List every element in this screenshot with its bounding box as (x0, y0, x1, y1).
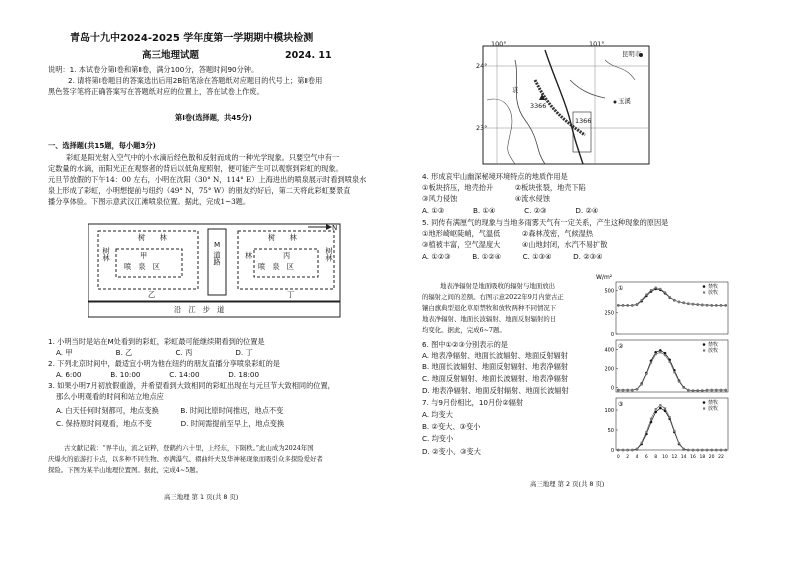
data-point-放牧 (641, 383, 643, 385)
data-point-放牧 (617, 304, 619, 306)
left-area-name: 喷 泉 区 (124, 262, 160, 271)
chart-ylabel: W/m² (596, 274, 613, 281)
left-park-side: 树林 (102, 247, 111, 262)
question-line: 2. 下列北京时间中，最适宜小明为他在纽约的朋友直播分享喷泉彩虹的是 (48, 359, 280, 368)
question-line: 5. 同传有满厘气的现象与当地多雨雾天气有一定关系，产生这种现象的原因是 (422, 218, 669, 227)
legend-label: 禁牧 (708, 284, 719, 290)
data-point-放牧 (706, 449, 708, 451)
legend-marker (703, 401, 706, 404)
exam-date: 2024. 11 (285, 50, 332, 61)
map-city: 昆明市 (622, 50, 642, 58)
answer-options: A. 甲 B. 乙 C. 丙 D. 丁 (56, 348, 253, 357)
data-point-放牧 (669, 296, 671, 298)
y-tick-label: 0 (610, 385, 614, 392)
data-point-放牧 (664, 407, 666, 409)
question-line: 7. 与9月份相比，10月份②辐射 (422, 398, 524, 407)
data-point-放牧 (697, 449, 699, 451)
panel-label: ① (618, 285, 624, 292)
passage-line: 彩虹是阳光射入空气中的小水滴后经色散和反射而成的一种光学现象。只要空气中有一 (66, 153, 340, 162)
data-point-放牧 (627, 389, 629, 391)
north-label: N (332, 224, 338, 232)
data-point-放牧 (659, 404, 661, 406)
data-point-放牧 (669, 361, 671, 363)
data-point-放牧 (725, 449, 727, 451)
legend-label: 放牧 (708, 290, 719, 296)
data-point-放牧 (673, 299, 675, 301)
data-point-放牧 (706, 389, 708, 391)
section-title: 一、选择题(共15题，每小题3分) (48, 141, 156, 150)
data-point-放牧 (701, 389, 703, 391)
radiation-chart (594, 270, 734, 470)
map-peak: 3366 (530, 102, 547, 110)
answer-options: D. 地表净辐射、地面反射辐射、地面长波辐射 (422, 386, 569, 395)
y-tick-label: 250 (604, 310, 614, 317)
passage-line: 的辐射之间的差额。右图示意2022年9月内蒙古正 (422, 293, 564, 301)
right-park-top: 树 林 (268, 233, 297, 242)
y-tick-label: 0 (610, 448, 614, 454)
answer-options: C. 地面反射辐射、地面长波辐射、地表净辐射 (422, 374, 569, 383)
y-tick-label: 500 (604, 288, 614, 295)
page-footer: 高三地理 第 2 页(共 8 页) (530, 480, 605, 488)
note-line: 黑色签字笔将正确答案写在答题纸对应的位置上，答在试卷上作废。 (48, 87, 264, 96)
data-point-放牧 (645, 373, 647, 375)
data-point-放牧 (687, 303, 689, 305)
data-point-放牧 (617, 389, 619, 391)
subject-title: 高三地理试题 (142, 50, 200, 61)
x-tick-label: 18 (699, 455, 706, 460)
data-point-放牧 (636, 303, 638, 305)
passage-line: 元旦节放假的下午14：00 左右，小明在沈阳（30° N，114° E）上海进出的喷泉展示时看到喷泉水 (48, 175, 367, 184)
road-label: M (214, 240, 221, 249)
data-point-放牧 (697, 389, 699, 391)
data-point-放牧 (627, 449, 629, 451)
data-point-放牧 (711, 449, 713, 451)
data-point-放牧 (645, 431, 647, 433)
page-footer: 高三地理 第 1 页(共 8 页) (164, 493, 239, 501)
answer-options: A. ①③ B. ①④ C. ②③ D. ②④ (422, 206, 599, 215)
legend-label: 禁牧 (708, 342, 719, 348)
note-line: 说明：1. 本试卷分第Ⅰ卷和第Ⅱ卷，满分100分，答题时间90分钟。 (48, 65, 259, 74)
question-line: 4. 形成哀牢山幽深秘境环境特点的地质作用是 (422, 172, 568, 181)
data-point-放牧 (678, 442, 680, 444)
map-river: 哀 (512, 86, 519, 94)
data-point-放牧 (631, 389, 633, 391)
data-point-放牧 (617, 449, 619, 451)
walkway-label: 沿 江 步 道 (174, 305, 225, 314)
question-line: 6. 图中①②③分别表示的是 (422, 340, 508, 349)
legend-marker (703, 349, 705, 351)
right-park-side: 树林 (325, 247, 334, 262)
data-point-放牧 (692, 449, 694, 451)
data-point-放牧 (715, 449, 717, 451)
x-tick-label: 20 (708, 455, 715, 460)
data-point-放牧 (715, 389, 717, 391)
passage-line: 探险。下图为某半山地理位置图。据此，完成4~5题。 (48, 466, 203, 474)
legend-marker (703, 343, 706, 346)
map-lat-top: 24° (476, 62, 488, 70)
data-point-放牧 (697, 303, 699, 305)
data-point-放牧 (655, 408, 657, 410)
data-point-放牧 (655, 353, 657, 355)
map-lon-right: 101° (589, 40, 605, 48)
data-point-放牧 (645, 293, 647, 295)
data-point-放牧 (711, 389, 713, 391)
x-tick-label: 14 (680, 455, 687, 460)
data-point-放牧 (701, 304, 703, 306)
data-point-放牧 (631, 449, 633, 451)
data-point-放牧 (692, 389, 694, 391)
answer-options: A. 白天任何时刻都可，地点变换 B. 时间比原时间推迟，地点不变 (56, 406, 284, 415)
x-tick-label: 8 (654, 455, 658, 460)
map-lon-left: 100° (491, 40, 507, 48)
panel-label: ③ (618, 401, 624, 408)
data-point-放牧 (720, 449, 722, 451)
data-point-放牧 (664, 354, 666, 356)
data-point-放牧 (659, 351, 661, 353)
legend-label: 禁牧 (708, 400, 719, 406)
data-point-放牧 (622, 304, 624, 306)
legend-marker (703, 407, 705, 409)
passage-line: 古文献记载：“界半山，流之证粹，登鹤约六十里，上经东，下陨秩。”此山成为2024年国 (64, 444, 314, 452)
data-point-放牧 (711, 304, 713, 306)
x-tick-label: 22 (718, 455, 724, 460)
y-tick-label: 50 (607, 428, 614, 434)
left-area-label: 甲 (140, 251, 148, 260)
data-point-放牧 (683, 387, 685, 389)
passage-line: 地表净辐射、地面长波辐射、地面反射辐射的日 (422, 315, 557, 323)
x-tick-label: 0 (616, 455, 620, 460)
data-point-放牧 (622, 449, 624, 451)
question-line: 3. 如果小明7月初放假重游，并希望看到大致相同的彩虹出现在与元旦节大致相同的位置， (48, 381, 335, 390)
passage-line: 镶白旗典型退化草原禁牧和放牧两种不同情况下 (422, 304, 557, 312)
legend-label: 放牧 (708, 406, 719, 412)
x-tick-label: 6 (644, 455, 648, 460)
left-park-top: 树 林 (138, 233, 167, 242)
legend-marker (703, 291, 705, 293)
data-point-放牧 (664, 291, 666, 293)
data-point-放牧 (692, 303, 694, 305)
data-point-放牧 (725, 304, 727, 306)
passage-line: 地表净辐射是地面吸收的辐射与地面放出 (440, 282, 556, 290)
data-point-放牧 (669, 416, 671, 418)
question-line: 1. 小明当时是站在M处看到的彩虹，彩虹最可能继续期看到的位置是 (48, 337, 265, 346)
x-tick-label: 12 (671, 455, 678, 460)
answer-options: C. 保持原时间观看，地点不变 D. 时间需提前至早上，地点变换 (56, 419, 285, 428)
map-town: 玉溪 (618, 97, 631, 105)
passage-line: 定数量的水滴，而阳光正在观察者的背后以低角度照射，便可能产生可以观察到彩虹的现象。 (48, 164, 343, 173)
data-point-放牧 (683, 448, 685, 450)
answer-options: A. 6:00 B. 10:00 C. 14:00 D. 18:00 (56, 370, 260, 379)
data-point-放牧 (655, 287, 657, 289)
data-point-放牧 (641, 299, 643, 301)
data-point-放牧 (650, 418, 652, 420)
part-title: 第Ⅰ卷(选择题，共45分) (175, 113, 252, 122)
y-tick-label: 100 (604, 408, 614, 414)
answer-options: A. 地表净辐射、地面长波辐射、地面反射辐射 (422, 351, 568, 360)
answer-options: A. ①②③ B. ①②④ C. ①③④ D. ②③④ (422, 252, 603, 261)
note-line: 2. 请将第Ⅰ卷题目的答案选出后用2B铅笔涂在答题纸对应题目的代号上；第Ⅱ卷用 (68, 76, 323, 85)
x-tick-label: 16 (690, 455, 696, 460)
panel-label: ② (618, 343, 624, 350)
passage-line: 均变化。据此，完成6~7题。 (422, 326, 506, 334)
data-point-放牧 (622, 389, 624, 391)
data-point-放牧 (636, 388, 638, 390)
data-point-放牧 (659, 288, 661, 290)
answer-options: ③风力侵蚀 ④流水侵蚀 (422, 194, 550, 203)
left-area-bottom: 乙 (148, 290, 156, 299)
answer-options: C. 均变小 (422, 434, 454, 443)
data-point-放牧 (687, 389, 689, 391)
data-point-放牧 (636, 448, 638, 450)
answer-options: A. 均变大 (422, 410, 453, 419)
map-lat-mid: 23° (476, 124, 488, 132)
y-tick-label: 0 (610, 332, 614, 338)
passage-line: 泉上形成了彩虹，小明想提前与纽约（49° N，75° W）的朋友约好后，第二天将此彩虹要景直 (48, 186, 351, 195)
data-point-放牧 (641, 442, 643, 444)
data-point-放牧 (701, 449, 703, 451)
answer-options: ③植被丰富，空气湿度大 ④山地封闭，水汽不易扩散 (422, 240, 608, 249)
right-area-name: 喷 泉 区 (258, 262, 294, 271)
data-point-放牧 (687, 449, 689, 451)
y-tick-label: 200 (604, 366, 614, 373)
data-point-放牧 (650, 289, 652, 291)
data-point-放牧 (627, 304, 629, 306)
x-tick-label: 10 (662, 455, 668, 460)
data-point-禁牧 (659, 407, 662, 410)
answer-options: ①板块挤压，地壳抬升 ②板块张裂，地壳下陷 (422, 183, 586, 192)
x-tick-label: 2 (626, 455, 630, 460)
road-label: 道路 (213, 251, 222, 266)
data-point-放牧 (706, 304, 708, 306)
answer-options: B. ②变大、③变小 (422, 422, 481, 431)
map-elev: 1366 (575, 117, 592, 125)
data-point-放牧 (678, 301, 680, 303)
data-point-放牧 (720, 389, 722, 391)
question-line: 那么小明观看的时间和站立地点应 (56, 392, 164, 401)
data-point-放牧 (725, 389, 727, 391)
y-tick-label: 400 (604, 347, 614, 354)
data-point-放牧 (683, 302, 685, 304)
data-point-放牧 (720, 304, 722, 306)
data-point-放牧 (715, 304, 717, 306)
right-area-label: 丙 (283, 251, 291, 260)
right-area-bottom: 丁 (287, 290, 295, 299)
answer-options: ①地形崎岖陡峭，气温低 ②森林茂密，气候湿热 (422, 229, 594, 238)
data-point-放牧 (631, 304, 633, 306)
answer-options: B. 地面长波辐射、地面反射辐射、地表净辐射 (422, 362, 569, 371)
answer-options: D. ②变小、③变大 (422, 447, 481, 456)
data-point-放牧 (673, 371, 675, 373)
passage-line: 庆爆火的旅游打卡点，以多种不同生物、亦满瀑气、褶曲纤夫及华神秘现象而吸引众多探险爱好者 (48, 455, 323, 463)
data-point-放牧 (650, 362, 652, 364)
data-point-放牧 (673, 430, 675, 432)
page-title: 青岛十九中2024-2025 学年度第一学期期中模块检测 (70, 33, 314, 44)
x-tick-label: 4 (635, 455, 639, 460)
passage-line: 播分享体验。下图示意武汉江滩喷泉位置。据此，完成1~3题。 (48, 197, 251, 206)
data-point-放牧 (678, 381, 680, 383)
legend-marker (703, 285, 706, 288)
right-park-side: 林 (245, 251, 253, 260)
legend-label: 放牧 (708, 348, 719, 354)
